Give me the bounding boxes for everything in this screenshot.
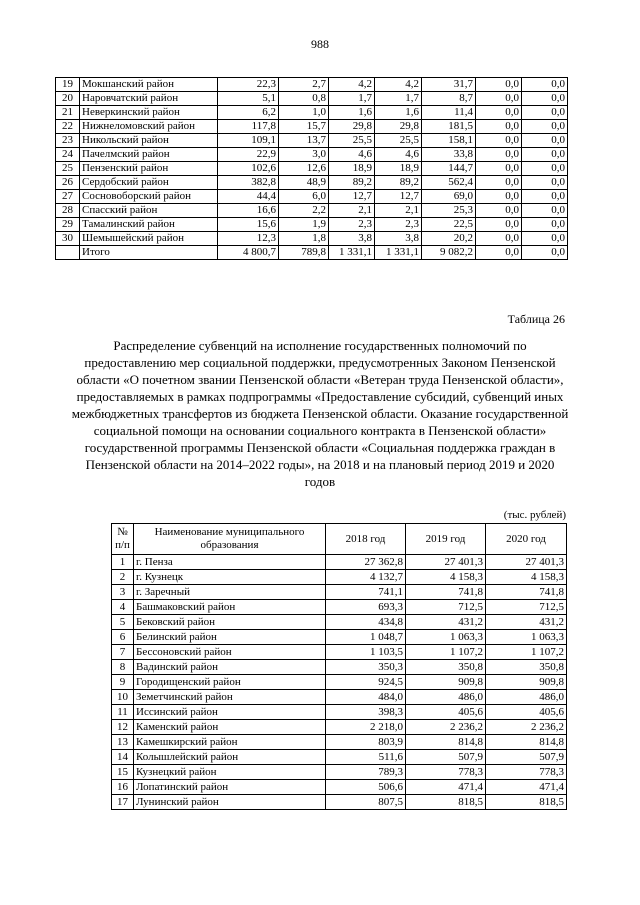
row-number: 17 (112, 795, 134, 810)
value-c7: 0,0 (522, 92, 568, 106)
table-row (112, 735, 567, 750)
value-2020: 778,3 (486, 765, 567, 780)
value-2020: 471,4 (486, 780, 567, 795)
value-c3: 2,3 (329, 218, 375, 232)
value-c1: 44,4 (218, 190, 279, 204)
value-c4: 89,2 (375, 176, 422, 190)
value-2019: 471,4 (406, 780, 486, 795)
row-number: 7 (112, 645, 134, 660)
value-c6: 0,0 (476, 120, 522, 134)
value-c7: 0,0 (522, 106, 568, 120)
row-number: 5 (112, 615, 134, 630)
row-number: 14 (112, 750, 134, 765)
value-2019: 741,8 (406, 585, 486, 600)
value-2020: 814,8 (486, 735, 567, 750)
district-name: г. Заречный (134, 585, 326, 600)
row-number: 10 (112, 690, 134, 705)
value-c1: 22,9 (218, 148, 279, 162)
page-number: 988 (311, 37, 329, 51)
value-2019: 431,2 (406, 615, 486, 630)
value-c6: 0,0 (476, 78, 522, 92)
value-c2: 15,7 (279, 120, 329, 134)
value-c6: 0,0 (476, 148, 522, 162)
value-c2: 1,0 (279, 106, 329, 120)
value-c5: 9 082,2 (422, 246, 476, 260)
row-number: 12 (112, 720, 134, 735)
value-c7: 0,0 (522, 204, 568, 218)
district-name: Итого (80, 246, 218, 260)
table-row (112, 705, 567, 720)
value-2019: 712,5 (406, 600, 486, 615)
row-number: 24 (56, 148, 80, 162)
value-2018: 741,1 (326, 585, 406, 600)
value-2018: 350,3 (326, 660, 406, 675)
district-name: Лунинский район (134, 795, 326, 810)
table-row (56, 246, 568, 260)
value-c1: 6,2 (218, 106, 279, 120)
value-2020: 2 236,2 (486, 720, 567, 735)
value-c4: 25,5 (375, 134, 422, 148)
table-title: Распределение субвенций на исполнение государственных полномочий по предоставлению мер социальной поддержки, предусмотренных Законом Пензенской области «О почетном звании Пензенской области «Ветеран труда Пензенской области», предоставляемых в рамках подпрограммы «Предоставление субсидий, субвенций иных межбюджетных трансфертов из бюджета Пензенской области. Оказание государственной социальной помощи на основании социального контракта в Пензенской области» государственной программы Пензенской области «Социальная поддержка граждан в Пензенской области на 2014–2022 годы», на 2018 и на плановый период 2019 и 2020 годов (71, 338, 569, 489)
district-name: Кузнецкий район (134, 765, 326, 780)
table-row (56, 106, 568, 120)
row-number: 23 (56, 134, 80, 148)
value-c4: 12,7 (375, 190, 422, 204)
value-c3: 2,1 (329, 204, 375, 218)
value-c7: 0,0 (522, 176, 568, 190)
value-c1: 382,8 (218, 176, 279, 190)
value-c3: 1 331,1 (329, 246, 375, 260)
value-c1: 109,1 (218, 134, 279, 148)
value-c2: 1,8 (279, 232, 329, 246)
value-c4: 2,1 (375, 204, 422, 218)
value-c7: 0,0 (522, 190, 568, 204)
district-name: Колышлейский район (134, 750, 326, 765)
district-name: Городищенский район (134, 675, 326, 690)
value-c5: 25,3 (422, 204, 476, 218)
value-2018: 434,8 (326, 615, 406, 630)
value-c5: 144,7 (422, 162, 476, 176)
value-2019: 350,8 (406, 660, 486, 675)
value-2020: 405,6 (486, 705, 567, 720)
value-c2: 1,9 (279, 218, 329, 232)
value-2020: 350,8 (486, 660, 567, 675)
value-c5: 31,7 (422, 78, 476, 92)
table-row (56, 120, 568, 134)
value-c6: 0,0 (476, 162, 522, 176)
value-c7: 0,0 (522, 148, 568, 162)
value-c1: 12,3 (218, 232, 279, 246)
value-c2: 789,8 (279, 246, 329, 260)
district-name: Камешкирский район (134, 735, 326, 750)
table-row (112, 795, 567, 810)
header-2020: 2020 год (486, 524, 567, 555)
value-2018: 924,5 (326, 675, 406, 690)
district-name: Мокшанский район (80, 78, 218, 92)
district-name: Нижнеломовский район (80, 120, 218, 134)
row-number: 4 (112, 600, 134, 615)
district-name: Белинский район (134, 630, 326, 645)
district-name: Бековский район (134, 615, 326, 630)
value-c5: 562,4 (422, 176, 476, 190)
row-number: 20 (56, 92, 80, 106)
value-2018: 398,3 (326, 705, 406, 720)
value-2020: 486,0 (486, 690, 567, 705)
table-row (112, 570, 567, 585)
value-c2: 0,8 (279, 92, 329, 106)
row-number: 16 (112, 780, 134, 795)
value-2018: 789,3 (326, 765, 406, 780)
value-2018: 1 103,5 (326, 645, 406, 660)
table-row (112, 675, 567, 690)
value-c1: 15,6 (218, 218, 279, 232)
value-c3: 4,6 (329, 148, 375, 162)
value-2018: 27 362,8 (326, 555, 406, 570)
value-2020: 1 063,3 (486, 630, 567, 645)
value-c4: 4,2 (375, 78, 422, 92)
district-name: Никольский район (80, 134, 218, 148)
subvention-table (111, 523, 567, 810)
district-name: г. Пенза (134, 555, 326, 570)
value-c6: 0,0 (476, 190, 522, 204)
row-number: 22 (56, 120, 80, 134)
table-row (56, 148, 568, 162)
value-c7: 0,0 (522, 78, 568, 92)
table-row (112, 600, 567, 615)
value-c3: 3,8 (329, 232, 375, 246)
value-c2: 6,0 (279, 190, 329, 204)
district-name: Каменский район (134, 720, 326, 735)
value-c2: 48,9 (279, 176, 329, 190)
value-c7: 0,0 (522, 218, 568, 232)
row-number: 25 (56, 162, 80, 176)
value-2019: 27 401,3 (406, 555, 486, 570)
row-number: 2 (112, 570, 134, 585)
value-c3: 4,2 (329, 78, 375, 92)
district-name: Спасский район (80, 204, 218, 218)
value-c5: 181,5 (422, 120, 476, 134)
row-number: 9 (112, 675, 134, 690)
district-name: Земетчинский район (134, 690, 326, 705)
value-2018: 693,3 (326, 600, 406, 615)
value-2019: 405,6 (406, 705, 486, 720)
value-2018: 511,6 (326, 750, 406, 765)
district-name: Наровчатский район (80, 92, 218, 106)
value-2020: 818,5 (486, 795, 567, 810)
table-row (56, 190, 568, 204)
value-c1: 22,3 (218, 78, 279, 92)
value-c7: 0,0 (522, 134, 568, 148)
value-2020: 712,5 (486, 600, 567, 615)
value-2020: 507,9 (486, 750, 567, 765)
value-2019: 814,8 (406, 735, 486, 750)
table-26-label: Таблица 26 (507, 312, 565, 326)
value-c5: 8,7 (422, 92, 476, 106)
value-2019: 909,8 (406, 675, 486, 690)
table-row (56, 232, 568, 246)
value-c4: 29,8 (375, 120, 422, 134)
value-2020: 909,8 (486, 675, 567, 690)
value-c2: 13,7 (279, 134, 329, 148)
value-c3: 89,2 (329, 176, 375, 190)
header-2019: 2019 год (406, 524, 486, 555)
value-c5: 20,2 (422, 232, 476, 246)
value-c6: 0,0 (476, 232, 522, 246)
value-c6: 0,0 (476, 204, 522, 218)
value-2018: 1 048,7 (326, 630, 406, 645)
value-c1: 5,1 (218, 92, 279, 106)
value-c5: 22,5 (422, 218, 476, 232)
row-number: 27 (56, 190, 80, 204)
row-number: 30 (56, 232, 80, 246)
row-number: 11 (112, 705, 134, 720)
value-c6: 0,0 (476, 176, 522, 190)
table-row (112, 660, 567, 675)
district-name: Пензенский район (80, 162, 218, 176)
value-c6: 0,0 (476, 106, 522, 120)
value-2019: 1 107,2 (406, 645, 486, 660)
value-2020: 431,2 (486, 615, 567, 630)
value-2020: 1 107,2 (486, 645, 567, 660)
table-row (56, 78, 568, 92)
district-name: Вадинский район (134, 660, 326, 675)
value-2018: 2 218,0 (326, 720, 406, 735)
value-c2: 2,7 (279, 78, 329, 92)
value-c4: 18,9 (375, 162, 422, 176)
table-row (112, 780, 567, 795)
value-2019: 818,5 (406, 795, 486, 810)
table-row (112, 750, 567, 765)
value-c1: 117,8 (218, 120, 279, 134)
district-name: Шемышейский район (80, 232, 218, 246)
row-number (56, 246, 80, 260)
units-label: (тыс. рублей) (503, 509, 566, 521)
row-number: 15 (112, 765, 134, 780)
header-2018: 2018 год (326, 524, 406, 555)
row-number: 26 (56, 176, 80, 190)
district-name: Иссинский район (134, 705, 326, 720)
row-number: 19 (56, 78, 80, 92)
value-c3: 25,5 (329, 134, 375, 148)
row-number: 29 (56, 218, 80, 232)
table-row (112, 645, 567, 660)
value-2018: 4 132,7 (326, 570, 406, 585)
value-2020: 741,8 (486, 585, 567, 600)
value-2019: 2 236,2 (406, 720, 486, 735)
district-name: Неверкинский район (80, 106, 218, 120)
value-c3: 18,9 (329, 162, 375, 176)
value-c5: 69,0 (422, 190, 476, 204)
table-row (112, 630, 567, 645)
table-header-row (112, 524, 567, 555)
value-2019: 1 063,3 (406, 630, 486, 645)
table-row (56, 162, 568, 176)
district-name: Сердобский район (80, 176, 218, 190)
table-row (56, 134, 568, 148)
header-num: № п/п (112, 524, 134, 555)
value-c6: 0,0 (476, 134, 522, 148)
value-c2: 12,6 (279, 162, 329, 176)
value-c1: 4 800,7 (218, 246, 279, 260)
table-row (56, 204, 568, 218)
value-2018: 807,5 (326, 795, 406, 810)
value-c3: 1,7 (329, 92, 375, 106)
value-c3: 29,8 (329, 120, 375, 134)
value-c2: 3,0 (279, 148, 329, 162)
row-number: 8 (112, 660, 134, 675)
district-name: Сосновоборский район (80, 190, 218, 204)
value-c5: 33,8 (422, 148, 476, 162)
value-2019: 507,9 (406, 750, 486, 765)
value-c2: 2,2 (279, 204, 329, 218)
district-name: г. Кузнецк (134, 570, 326, 585)
table-row (56, 92, 568, 106)
district-name: Лопатинский район (134, 780, 326, 795)
value-2019: 778,3 (406, 765, 486, 780)
value-c6: 0,0 (476, 246, 522, 260)
value-2018: 506,6 (326, 780, 406, 795)
value-c7: 0,0 (522, 232, 568, 246)
continuation-table (55, 77, 568, 260)
value-c4: 2,3 (375, 218, 422, 232)
row-number: 1 (112, 555, 134, 570)
table-row (112, 615, 567, 630)
value-c5: 158,1 (422, 134, 476, 148)
table-row (112, 720, 567, 735)
table-row (112, 765, 567, 780)
row-number: 13 (112, 735, 134, 750)
table-row (56, 218, 568, 232)
value-c7: 0,0 (522, 246, 568, 260)
value-2020: 4 158,3 (486, 570, 567, 585)
value-c1: 102,6 (218, 162, 279, 176)
district-name: Башмаковский район (134, 600, 326, 615)
district-name: Бессоновский район (134, 645, 326, 660)
row-number: 6 (112, 630, 134, 645)
value-c4: 1 331,1 (375, 246, 422, 260)
value-2018: 803,9 (326, 735, 406, 750)
value-c7: 0,0 (522, 162, 568, 176)
value-c6: 0,0 (476, 92, 522, 106)
value-c5: 11,4 (422, 106, 476, 120)
value-c3: 12,7 (329, 190, 375, 204)
value-c4: 1,7 (375, 92, 422, 106)
table-row (112, 690, 567, 705)
value-c3: 1,6 (329, 106, 375, 120)
value-2019: 4 158,3 (406, 570, 486, 585)
table-row (112, 555, 567, 570)
value-c4: 3,8 (375, 232, 422, 246)
value-c4: 4,6 (375, 148, 422, 162)
table-row (112, 585, 567, 600)
district-name: Тамалинский район (80, 218, 218, 232)
value-2019: 486,0 (406, 690, 486, 705)
row-number: 21 (56, 106, 80, 120)
row-number: 28 (56, 204, 80, 218)
table-row (56, 176, 568, 190)
header-name: Наименование муниципального образования (134, 524, 326, 555)
district-name: Пачелмский район (80, 148, 218, 162)
value-2020: 27 401,3 (486, 555, 567, 570)
value-c7: 0,0 (522, 120, 568, 134)
value-2018: 484,0 (326, 690, 406, 705)
row-number: 3 (112, 585, 134, 600)
value-c6: 0,0 (476, 218, 522, 232)
value-c1: 16,6 (218, 204, 279, 218)
value-c4: 1,6 (375, 106, 422, 120)
